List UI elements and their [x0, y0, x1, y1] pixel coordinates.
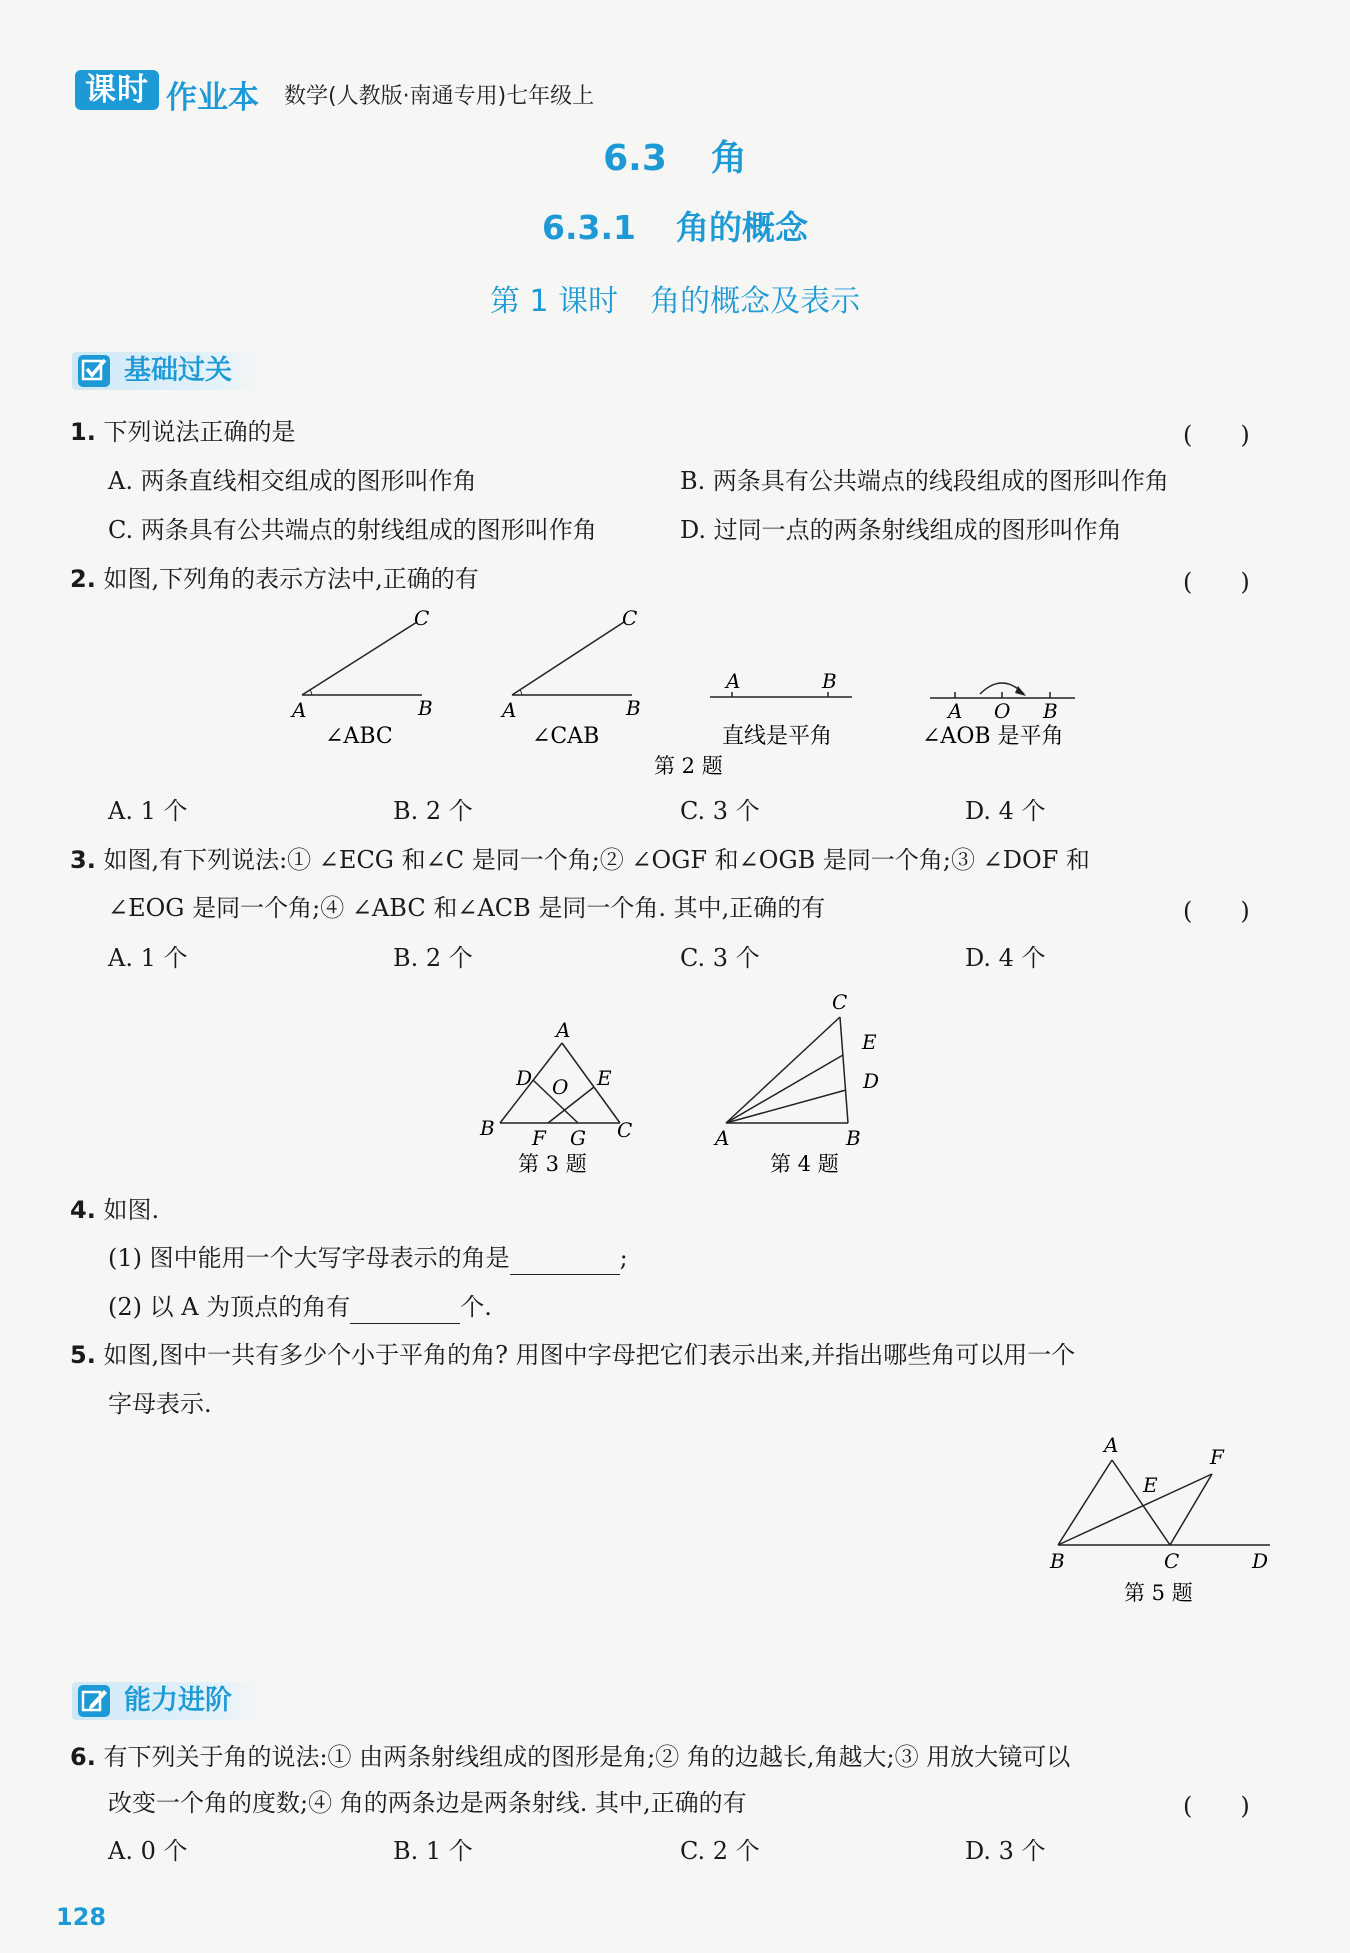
label-a: A [292, 698, 307, 722]
question-text: 如图,下列角的表示方法中,正确的有 [103, 565, 479, 593]
question-2 [70, 562, 479, 596]
lesson-name: 角的概念及表示 [650, 284, 861, 319]
label-d: D [516, 1066, 533, 1090]
question-number: 5. [70, 1341, 96, 1369]
question-text-line2: 字母表示. [108, 1390, 212, 1418]
question-4 [70, 1193, 159, 1227]
figure-caption: ∠CAB [532, 724, 600, 749]
label-c: C [622, 606, 638, 630]
label-b: B [480, 1116, 495, 1140]
label-e: E [597, 1066, 612, 1090]
part-suffix: ; [619, 1244, 628, 1272]
page-number: 128 [56, 1903, 107, 1931]
figure-5 [1040, 1430, 1290, 1615]
label-c: C [832, 990, 848, 1014]
figure-4-triangle [713, 990, 879, 1176]
section-header-advanced [72, 1682, 258, 1720]
book-subtitle: 数学(人教版·南通专用)七年级上 [284, 84, 595, 109]
subsection-title [0, 202, 1350, 249]
figure-3-triangle [479, 1018, 632, 1176]
question-number: 3. [70, 846, 96, 874]
label-b: B [1043, 699, 1058, 723]
option-d: D. 4 个 [965, 944, 1046, 972]
label-d: D [1252, 1549, 1269, 1573]
checkbox-icon [78, 355, 110, 387]
subsection-name: 角的概念 [675, 208, 808, 247]
question-3 [70, 843, 1090, 877]
label-f: F [532, 1126, 546, 1150]
question-text-line2: ∠EOG 是同一个角;④ ∠ABC 和∠ACB 是同一个角. 其中,正确的有 [108, 894, 826, 922]
option-d: D. 3 个 [965, 1837, 1046, 1865]
label-c: C [414, 606, 430, 630]
answer-blank[interactable] [510, 1248, 620, 1275]
label-c: C [1164, 1549, 1180, 1573]
label-b: B [846, 1126, 861, 1150]
question-number: 6. [70, 1743, 96, 1771]
question-number: 1. [70, 418, 96, 446]
figure-straight-angle [922, 683, 1075, 749]
label-c: C [617, 1118, 633, 1142]
label-a: A [1104, 1433, 1119, 1457]
question-4-part-1 [108, 1241, 628, 1275]
option-a: A. 0 个 [108, 1837, 188, 1865]
figure-caption: 第 3 题 [518, 1152, 587, 1176]
label-a: A [502, 698, 517, 722]
label-a: A [726, 669, 741, 693]
option-c: C. 两条具有公共端点的射线组成的图形叫作角 [108, 516, 597, 544]
figure-caption: 第 5 题 [1124, 1581, 1193, 1605]
option-b: B. 两条具有公共端点的线段组成的图形叫作角 [680, 467, 1169, 495]
option-c: C. 3 个 [680, 797, 760, 825]
part-text: (2) 以 A 为顶点的角有 [108, 1293, 351, 1321]
subsection-number: 6.3.1 [542, 208, 636, 247]
figure-angle-cab [500, 606, 641, 749]
part-text: (1) 图中能用一个大写字母表示的角是 [108, 1244, 510, 1272]
label-b: B [1050, 1549, 1065, 1573]
brand-badge: 课时 [75, 70, 159, 110]
label-a: A [715, 1126, 730, 1150]
part-suffix: 个. [460, 1293, 492, 1321]
figure-caption: 第 4 题 [770, 1152, 839, 1176]
question-text: 下列说法正确的是 [103, 418, 296, 446]
option-a: A. 两条直线相交组成的图形叫作角 [108, 467, 477, 495]
question-number: 2. [70, 565, 96, 593]
section-header-basic [72, 352, 258, 390]
option-b: B. 2 个 [393, 944, 473, 972]
section-title [0, 130, 1350, 181]
section-label-advanced: 能力进阶 [124, 1685, 232, 1716]
pencil-icon [78, 1685, 110, 1717]
option-a: A. 1 个 [108, 797, 188, 825]
answer-paren: ( ) [1183, 1792, 1250, 1820]
label-g: G [570, 1126, 586, 1150]
label-f: F [1210, 1445, 1224, 1469]
question-text-line1: 如图,图中一共有多少个小于平角的角? 用图中字母把它们表示出来,并指出哪些角可以用一个 [103, 1341, 1076, 1369]
question-2-figures [280, 600, 1100, 790]
option-d: D. 过同一点的两条射线组成的图形叫作角 [680, 516, 1122, 544]
figure-straight-line [710, 669, 852, 749]
answer-blank[interactable] [350, 1297, 460, 1324]
option-b: B. 2 个 [393, 797, 473, 825]
option-a: A. 1 个 [108, 944, 188, 972]
label-b: B [626, 696, 641, 720]
question-4-part-2 [108, 1290, 492, 1324]
question-2-caption: 第 2 题 [654, 754, 723, 778]
question-1 [70, 415, 295, 449]
section-number: 6.3 [603, 138, 667, 179]
figure-5-diagram [1049, 1433, 1270, 1605]
section-name: 角 [710, 138, 747, 179]
label-e: E [1143, 1473, 1158, 1497]
section-label-basic: 基础过关 [124, 355, 232, 386]
figure-caption: 直线是平角 [722, 724, 833, 749]
label-o: O [994, 699, 1011, 723]
question-text-line1: 有下列关于角的说法:① 由两条射线组成的图形是角;② 角的边越长,角越大;③ 用放大镜可以 [103, 1743, 1071, 1771]
label-e: E [862, 1030, 877, 1054]
lesson-title [0, 276, 1350, 320]
figure-caption: ∠AOB 是平角 [922, 724, 1064, 749]
answer-paren: ( ) [1183, 897, 1250, 925]
option-c: C. 3 个 [680, 944, 760, 972]
question-number: 4. [70, 1196, 96, 1224]
question-5 [70, 1338, 1075, 1372]
figure-angle-abc [290, 606, 433, 749]
answer-paren: ( ) [1183, 568, 1250, 596]
figures-3-4 [470, 985, 910, 1185]
option-b: B. 1 个 [393, 1837, 473, 1865]
label-b: B [822, 669, 837, 693]
label-d: D [863, 1069, 880, 1093]
brand-name: 作业本 [166, 80, 259, 116]
option-d: D. 4 个 [965, 797, 1046, 825]
question-text: 如图. [103, 1196, 160, 1224]
question-text-line2: 改变一个角的度数;④ 角的两条边是两条射线. 其中,正确的有 [108, 1789, 747, 1817]
label-a: A [556, 1018, 571, 1042]
option-c: C. 2 个 [680, 1837, 760, 1865]
answer-paren: ( ) [1183, 421, 1250, 449]
label-a: A [948, 699, 963, 723]
lesson-number: 第 1 课时 [489, 284, 619, 319]
question-text-line1: 如图,有下列说法:① ∠ECG 和∠C 是同一个角;② ∠OGF 和∠OGB 是同一个角;③ ∠DOF 和 [103, 846, 1090, 874]
label-o: O [552, 1075, 569, 1099]
figure-caption: ∠ABC [325, 724, 393, 749]
label-b: B [418, 696, 433, 720]
question-6 [70, 1740, 1070, 1774]
